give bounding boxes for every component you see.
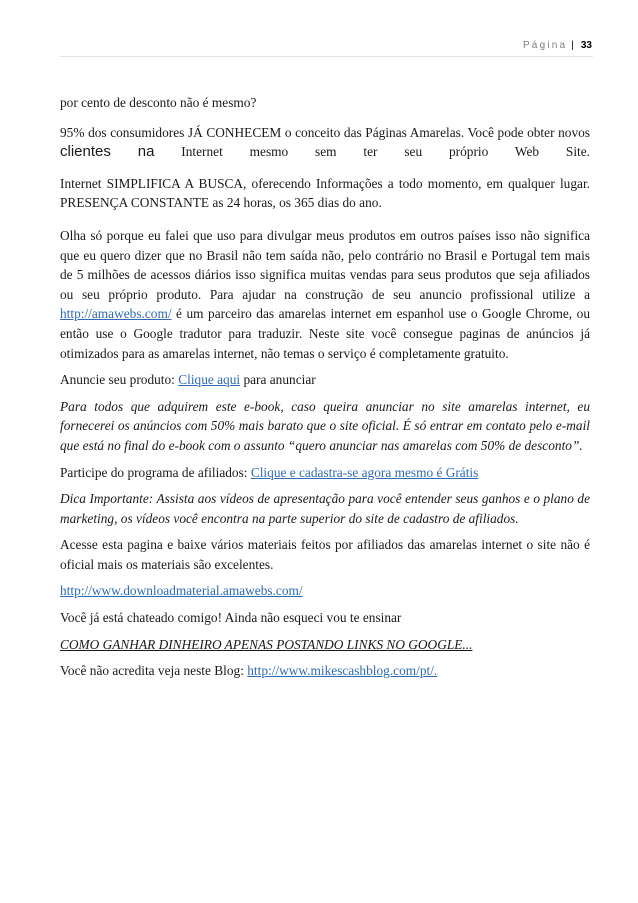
portugal-text-b: é um parceiro das amarelas internet em espanhol use o Google Chrome, ou então use o Google tradutor para traduzir. Neste site você consegue paginas de anúncios já otimizados para as amarelas internet, não temas o serviço é completamente gratuito. — [60, 306, 590, 361]
portugal-text-a: Olha só porque eu falei que uso para divulgar meus produtos em outros países isso não significa que eu quero dizer que no Brasil não tem saída não, pelo contrário no Brasil e Portugal tem mais de 5 milhões de acessos diários isso significa muitas vendas para seus produtos que seja afiliados ou seu próprio produto. Para ajudar na construção de seu anuncio profissional utilize a — [60, 227, 590, 302]
page-body — [60, 93, 590, 688]
clique-aqui-link[interactable]: Clique aqui — [178, 372, 241, 388]
afiliados-text-a: Participe do programa de afiliados: — [60, 464, 251, 480]
page-number: 33 — [580, 40, 592, 51]
paragraph-portugal — [60, 226, 590, 363]
mikescashblog-link[interactable]: http://www.mikescashblog.com/pt/. — [247, 663, 438, 679]
paragraph-ebook-offer: Para todos que adquirem este e-book, caso queira anunciar no site amarelas internet, eu fornecerei os anúncios com 50% mais barato que o site oficial. É só entrar em contato pelo e-mail que está no final do e-book com o assunto “quero anunciar nas amarelas com 50% de desconto”. — [60, 398, 590, 453]
paragraph-como-ganhar — [60, 635, 590, 655]
paragraph-blog — [60, 661, 590, 681]
paragraph-anuncie — [60, 370, 590, 390]
paragraph-materiais: Acesse esta pagina e baixe vários materiais feitos por afiliados das amarelas internet o site não é oficial mais os materiais são excelentes. — [60, 537, 590, 572]
paragraph-consumers — [60, 123, 590, 162]
anuncie-text-a: Anuncie seu produto: — [60, 372, 179, 388]
paragraph-chateado: Você já está chateado comigo! Ainda não esqueci vou te ensinar — [60, 610, 402, 626]
word-clientes: clientes — [60, 143, 111, 161]
paragraph-intro: por cento de desconto não é mesmo? — [60, 95, 257, 110]
paragraph-internet: Internet SIMPLIFICA A BUSCA, oferecendo Informações a todo momento, em qualquer lugar. PRESENÇA CONSTANTE as 24 horas, os 365 dias do ano. — [60, 175, 590, 211]
header-separator: | — [571, 40, 574, 51]
header-divider — [60, 56, 593, 57]
downloadmaterial-link[interactable]: http://www.downloadmaterial.amawebs.com/ — [60, 583, 303, 599]
amawebs-link[interactable]: http://amawebs.com/ — [60, 306, 172, 322]
word-na: na — [137, 143, 155, 161]
blog-text-a: Você não acredita veja neste Blog: — [60, 663, 248, 679]
page-header — [523, 40, 592, 51]
paragraph-dica: Dica Importante: Assista aos vídeos de apresentação para você entender seus ganhos e o plano de marketing, os vídeos você encontra na parte superior do site de cadastro de afiliados. — [60, 491, 590, 526]
consumers-text-a: 95% dos consumidores JÁ CONHECEM o conceito das Páginas Amarelas. Você pode obter novos — [60, 124, 590, 140]
page-label: Página — [522, 40, 568, 51]
consumers-text-b: Internet mesmo sem ter seu próprio Web Site. — [154, 144, 590, 160]
paragraph-download-link — [60, 581, 590, 601]
anuncie-text-b: para anunciar — [240, 372, 316, 388]
cadastra-link[interactable]: Clique e cadastra-se agora mesmo é Grátis — [250, 464, 479, 480]
como-ganhar-heading: COMO GANHAR DINHEIRO APENAS POSTANDO LINKS NO GOOGLE... — [60, 636, 473, 652]
paragraph-afiliados — [60, 463, 590, 483]
